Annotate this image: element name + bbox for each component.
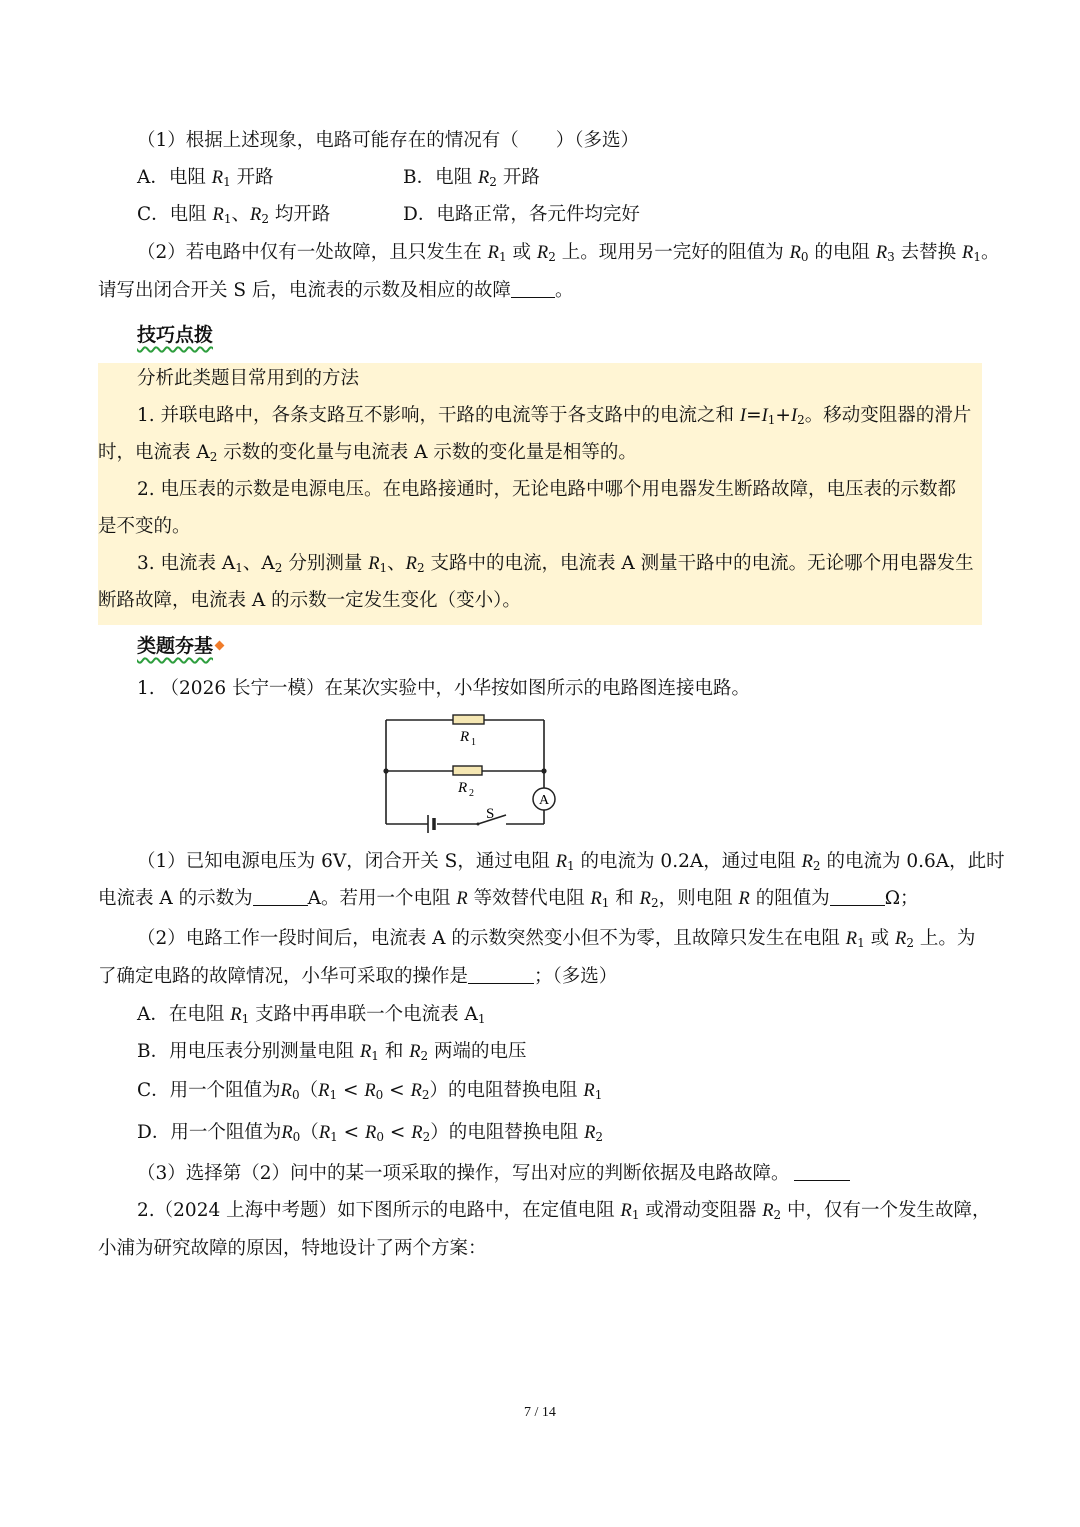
q1-option-c: C．用一个阻值为$R_0(R_1 < R_0 < R_2)$的电阻替换电阻 $R_1$ xyxy=(137,1080,603,1102)
q-prev-option-d: D．电路正常，各元件均完好 xyxy=(403,204,640,225)
switch-label: S xyxy=(486,806,495,822)
q1-part1: （1）已知电源电压为 6V，闭合开关 S，通过电阻 $R_1$ 的电流为 0.2A，通过电阻 $R_2$ 的电流为 0.6A，此时 xyxy=(137,851,1005,873)
svg-text:2: 2 xyxy=(469,788,474,799)
ammeter-label: A xyxy=(538,793,550,808)
answer-blank xyxy=(468,965,534,984)
r2-label: R xyxy=(458,780,468,796)
tips-point-1: 1. 并联电路中，各条支路互不影响，干路的电流等于各支路中的电流之和 $I=I_1+I_2$。移动变阻器的滑片 xyxy=(137,405,972,427)
q-prev-part2: （2）若电路中仅有一处故障，且只发生在 $R_1$ 或 $R_2$ 上。现用另一完好的阻值为 $R_0$ 的电阻 $R_3$ 去替换 $R_1$。 xyxy=(137,242,1000,264)
q1-part1-line2: 电流表 A 的示数为 A。若用一个电阻 R 等效替代电阻 $R_1$ 和 $R_2$，则电阻 R 的阻值为 Ω； xyxy=(98,888,919,910)
tips-point-3: 3. 电流表 $A_1$、$A_2$ 分别测量 $R_1$、$R_2$ 支路中的电流，电流表 A 测量干路中的电流。无论哪个用电器发生 xyxy=(137,553,974,575)
practice-heading: 类题夯基 xyxy=(137,631,223,658)
q1-part2-line2: 了确定电路的故障情况，小华可采取的操作是 ；（多选） xyxy=(98,966,618,987)
tips-point-1-line2: 时，电流表 $A_2$ 示数的变化量与电流表 A 示数的变化量是相等的。 xyxy=(98,442,637,464)
q1-option-a: A．在电阻 $R_1$ 支路中再串联一个电流表 $A_1$ xyxy=(137,1004,486,1026)
tips-heading: 技巧点拨 xyxy=(137,324,214,346)
q2-stem: 2.（2024 上海中考题）如下图所示的电路中，在定值电阻 $R_1$ 或滑动变阻器 $R_2$ 中，仅有一个发生故障， xyxy=(137,1200,991,1222)
resistor-r2-symbol xyxy=(453,766,482,775)
q1-stem: 1. （2026 长宁一模）在某次实验中，小华按如图所示的电路图连接电路。 xyxy=(137,678,750,699)
resistor-r1-symbol xyxy=(453,715,484,724)
junction-node xyxy=(383,768,388,773)
q-prev-option-c: C．电阻 $R_1$、$R_2$ 均开路 xyxy=(137,204,331,226)
tips-point-2-line2: 是不变的。 xyxy=(98,516,191,537)
q1-option-b: B．用电压表分别测量电阻 $R_1$ 和 $R_2$ 两端的电压 xyxy=(137,1041,527,1063)
q-prev-option-a: A．电阻 $R_1$ 开路 xyxy=(137,167,274,189)
junction-node xyxy=(541,768,546,773)
q2-stem-line2: 小浦为研究故障的原因，特地设计了两个方案： xyxy=(98,1238,487,1259)
answer-blank xyxy=(794,1162,850,1181)
r1-label: R xyxy=(460,729,470,745)
diamond-icon xyxy=(215,641,225,651)
answer-blank xyxy=(830,887,885,906)
q-prev-part1: （1）根据上述现象，电路可能存在的情况有（ ）（多选） xyxy=(137,130,640,151)
answer-blank xyxy=(511,279,555,298)
tips-point-2: 2. 电压表的示数是电源电压。在电路接通时，无论电路中哪个用电器发生断路故障，电压表的示数都 xyxy=(137,479,957,500)
q1-part2: （2）电路工作一段时间后，电流表 A 的示数突然变小但不为零，且故障只发生在电阻 $R_1$ 或 $R_2$ 上。为 xyxy=(137,928,976,950)
q1-option-d: D．用一个阻值为$R_0(R_1 < R_0 < R_2)$的电阻替换电阻 $R_2$ xyxy=(137,1122,604,1144)
answer-blank xyxy=(253,887,308,906)
tips-title: 分析此类题目常用到的方法 xyxy=(137,368,360,389)
circuit-diagram xyxy=(378,708,568,833)
svg-text:1: 1 xyxy=(471,737,476,748)
q-prev-part2-line2: 请写出闭合开关 S 后，电流表的示数及相应的故障 。 xyxy=(98,280,574,301)
page-number: 7 / 14 xyxy=(524,1405,556,1420)
q1-part3: （3）选择第（2）问中的某一项采取的操作，写出对应的判断依据及电路故障。 xyxy=(137,1161,850,1187)
tips-point-3-line2: 断路故障，电流表 A 的示数一定发生变化（变小）。 xyxy=(98,590,521,611)
q-prev-option-b: B．电阻 $R_2$ 开路 xyxy=(403,167,540,189)
